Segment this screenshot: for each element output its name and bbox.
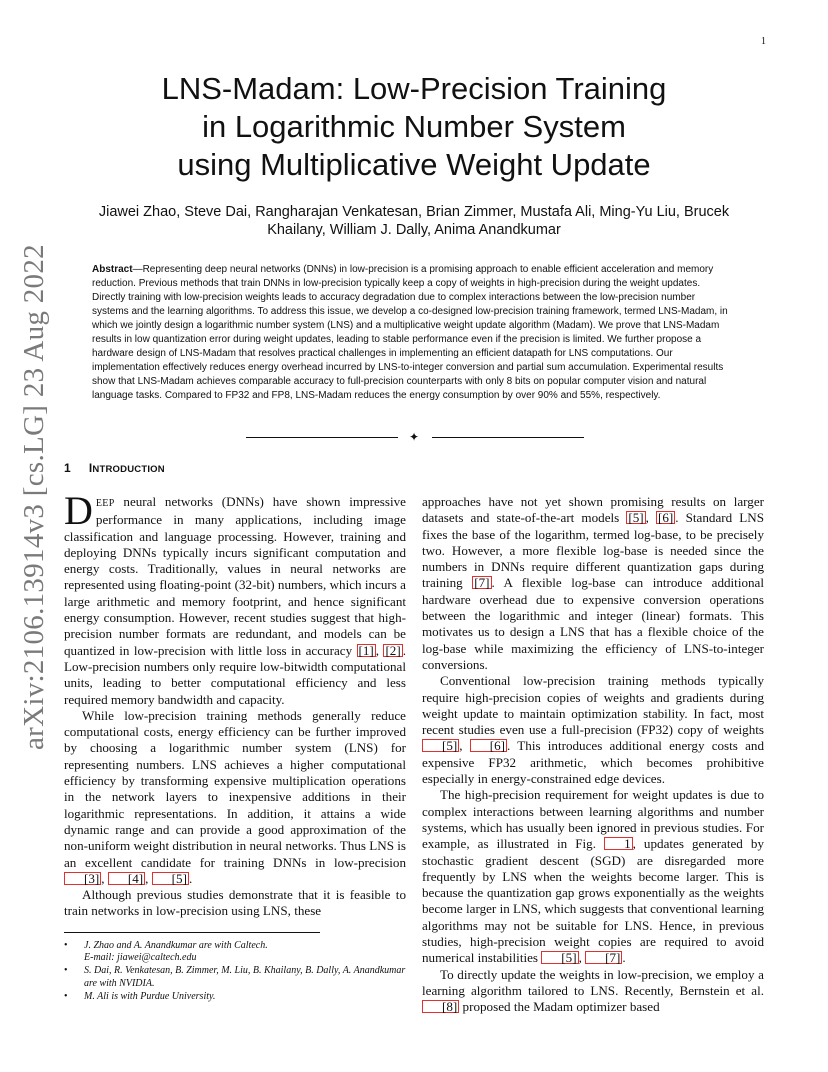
text-run: approaches have not yet shown promising results on larger datasets and state-of-the-art models — [422, 494, 764, 526]
paragraph — [422, 967, 764, 1016]
citation-link[interactable]: [7] — [474, 575, 490, 591]
page-number: 1 — [761, 36, 766, 47]
text-run: . Low-precision numbers only require low-bitwidth computational units, leading to better computational efficiency and less required memory bandwidth and capacity. — [64, 642, 406, 707]
author-list — [80, 203, 748, 239]
text-run: . — [188, 870, 193, 886]
citation-link[interactable]: [5] — [541, 951, 578, 964]
arxiv-identifier-stamp: arXiv:2106.13914v3 [cs.LG] 23 Aug 2022 — [18, 244, 50, 750]
citation-link[interactable]: [3] — [64, 872, 101, 885]
footnote-item — [64, 940, 408, 964]
paragraph: Although previous studies demonstrate that it is feasible to train networks in low-precision using LNS, these — [64, 887, 406, 919]
footnote-email: E-mail: jiawei@caltech.edu — [84, 952, 197, 964]
smallcaps-word: EEP — [95, 498, 115, 509]
citation-link[interactable]: [8] — [422, 1000, 459, 1013]
dropcap-letter: D — [64, 488, 93, 533]
text-run: , updates generated by stochastic gradient descent (SGD) are disregarded more frequently by LNS when the weights become larger. This is because the quantization gap grows exponentially as the weights become larger in LNS, which suggests that conventional learning algorithms may not be suitable for LNS. Hence, in previous studies, high-precision weight copies are required to avoid numerical instabilities — [422, 836, 764, 966]
text-run: , — [145, 870, 152, 886]
text-run: . — [622, 950, 626, 966]
citation-link[interactable]: [7] — [585, 951, 622, 964]
footnotes — [64, 940, 408, 1004]
citation-link[interactable]: [5] — [152, 872, 189, 885]
footnote-item — [64, 965, 408, 989]
bullet-icon: • — [64, 965, 68, 977]
text-run: , — [645, 510, 656, 526]
citation-link[interactable]: [1] — [358, 642, 374, 658]
citation-link[interactable]: [5] — [422, 739, 459, 752]
right-column — [422, 494, 764, 1016]
bullet-icon: • — [64, 940, 68, 951]
text-run: , — [459, 738, 470, 754]
footnote-rule — [64, 932, 320, 933]
text-run: neural networks (DNNs) have shown impressive performance in many applications, including image classification and language processing. However, training and deploying DNNs typically incurs significant computation and energy costs. Traditionally, values in neural networks are represented using floating-point (32-bit) numbers, which incurs a large arithmetic and memory footprint, and hence significant energy consumption. However, recent studies suggest that high-precision number formats are redundant, and models can be quantized in low-precision with little loss in accuracy — [64, 494, 406, 658]
paragraph — [422, 494, 764, 673]
abstract-text: —Representing deep neural networks (DNNs) in low-precision is a promising approach to enable efficient acceleration and memory reduction. Previous methods that train DNNs in low-precision typically keep a copy of weights in high-precision during the weight updates. Directly training with low-precision weights leads to accuracy degradation due to complex interactions between the low-precision number systems and the learning algorithms. To address this issue, we develop a co-designed low-precision training framework, termed LNS-Madam, in which we jointly design a logarithmic number system (LNS) and a multiplicative weight update algorithm (Madam). We prove that LNS-Madam results in low quantization error during weight updates, leading to stable performance even if the precision is limited. We further propose a hardware design of LNS-Madam that resolves practical challenges in implementing an efficient datapath for LNS computations. Our implementation effectively reduces energy overhead incurred by LNS-to-integer conversion and partial sum accumulation. Experimental results show that LNS-Madam achieves comparable accuracy to full-precision counterparts with only 8 bits on popular computer vision and natural language tasks. Compared to FP32 and FP8, LNS-Madam reduces the energy consumption by over 90% and 55%, respectively. — [92, 264, 728, 401]
separator-line-left — [246, 437, 398, 438]
section-title-initial: I — [88, 461, 93, 475]
authors-line-1: Jiawei Zhao, Steve Dai, Rangharajan Venkatesan, Brian Zimmer, Mustafa Ali, Ming-Yu Liu, Brucek — [98, 204, 730, 220]
paragraph — [422, 673, 764, 787]
text-run: proposed the Madam optimizer based — [459, 999, 660, 1015]
paragraph — [64, 708, 406, 887]
citation-link[interactable]: [6] — [657, 510, 674, 526]
footnote-item — [64, 991, 408, 1003]
title-line-2: in Logarithmic Number System — [202, 109, 626, 144]
bullet-icon: • — [64, 990, 68, 1002]
separator-line-right — [432, 437, 584, 438]
text-run: , — [101, 870, 108, 886]
text-run: . Standard LNS fixes the base of the logarithm, termed log-base, to be precisely two. However, a more flexible log-base is needed since the numbers in DNNs require different quantization gaps during training — [422, 510, 765, 591]
figure-link[interactable]: 1 — [604, 837, 633, 850]
citation-link[interactable]: [4] — [108, 872, 145, 885]
section-title-rest: NTRODUCTION — [92, 464, 165, 475]
paper-title — [80, 70, 748, 184]
citation-link[interactable]: [2] — [385, 642, 401, 658]
footnote-text: M. Ali is with Purdue University. — [84, 990, 216, 1002]
text-run: . This introduces additional energy costs and expensive FP32 arithmetic, which becomes prohibitive especially in energy-constrained edge devices. — [422, 738, 764, 787]
text-run: Conventional low-precision training methods typically require high-precision copies of weights and gradients during weight update to maintain optimization stability. In fact, most recent studies even use a full-precision (FP32) copy of weights — [422, 673, 764, 738]
title-line-1: LNS-Madam: Low-Precision Training — [161, 71, 667, 106]
paragraph — [64, 488, 406, 708]
authors-line-2: Khailany, William J. Dally, Anima Anandkumar — [267, 222, 561, 238]
text-run: , — [375, 642, 384, 658]
citation-link[interactable]: [6] — [470, 739, 507, 752]
citation-link[interactable]: [5] — [628, 510, 644, 526]
text-run: The high-precision requirement for weight updates is due to complex interactions between learning algorithms and number systems, which has usually been ignored in previous studies. For example, as illustrated in Fig. — [422, 787, 764, 852]
footnote-text: S. Dai, R. Venkatesan, B. Zimmer, M. Liu, B. Khailany, B. Dally, A. Anandkumar are with NVIDIA. — [84, 965, 406, 989]
footnote-text: J. Zhao and A. Anandkumar are with Caltech. — [84, 940, 268, 951]
text-run: To directly update the weights in low-precision, we employ a learning algorithm tailored to LNS. Recently, Bernstein et al. — [422, 966, 764, 998]
text-run: While low-precision training methods generally reduce computational costs, energy efficiency can be further improved by choosing a logarithmic number system (LNS) for representing numbers. LNS achieves a higher computational efficiency by transforming expensive multiplication operations in the network layers to inexpensive additions in their logarithmic representations. In addition, it attains a wide dynamic range and can provide a good approximation of the non-uniform weight distribution in neural networks. Thus LNS is an excellent candidate for training DNNs in low-precision — [64, 707, 406, 870]
text-run: , — [578, 950, 586, 966]
title-line-3: using Multiplicative Weight Update — [177, 147, 651, 182]
abstract-label: Abstract — [92, 264, 133, 275]
section-separator — [246, 430, 584, 444]
section-number: 1 — [64, 461, 71, 475]
left-column — [64, 488, 406, 920]
separator-star-icon: ✦ — [409, 430, 420, 444]
abstract — [92, 263, 732, 403]
section-heading-introduction — [64, 461, 165, 475]
text-run: . A flexible log-base can introduce additional hardware overhead due to expensive conversion operations between the logarithmic and integer (linear) formats. This motivates us to design a LNS that has a flexible choice of the log-base while maximizing the efficiency of LNS-to-integer conversions. — [422, 575, 764, 672]
paragraph — [422, 787, 764, 966]
